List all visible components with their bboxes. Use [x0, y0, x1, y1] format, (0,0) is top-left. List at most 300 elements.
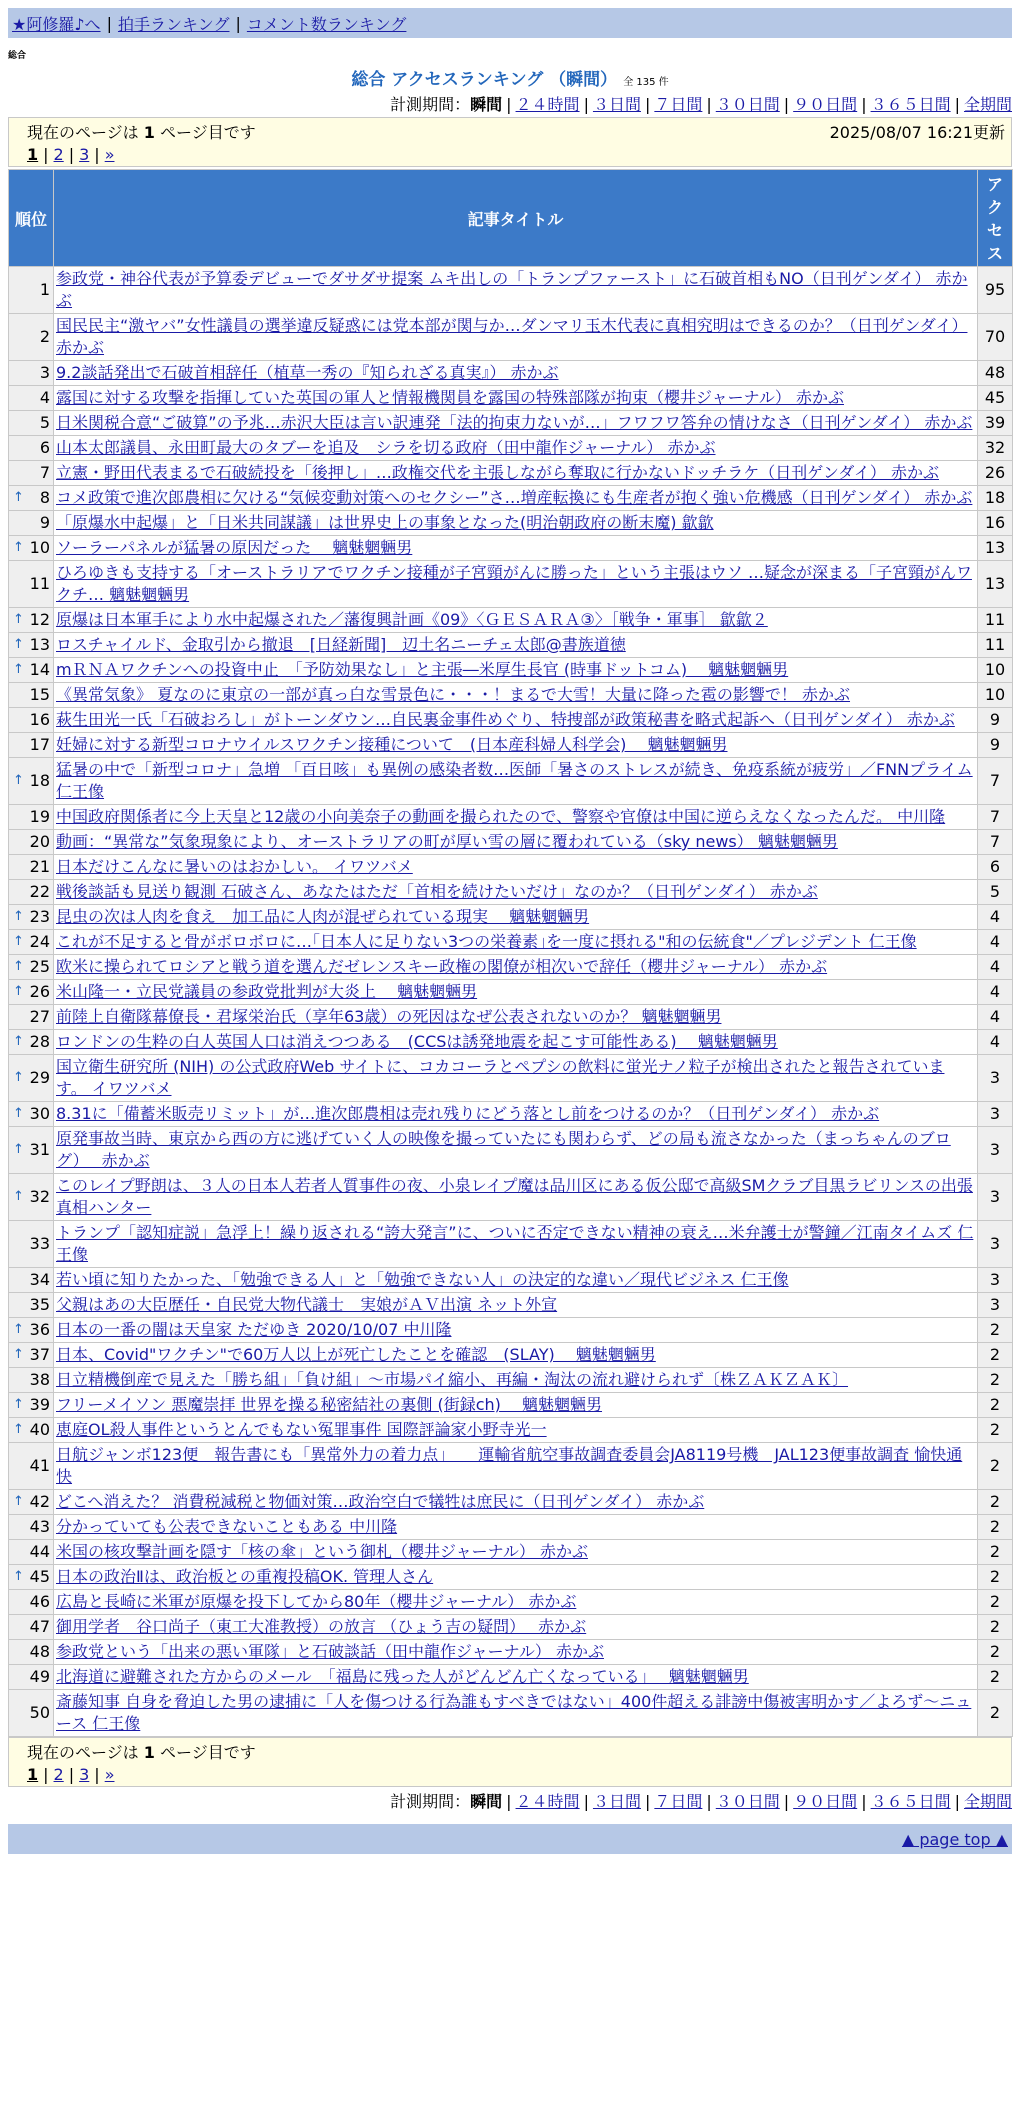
article-title-link[interactable]: ソーラーパネルが猛暑の原因だった 魑魅魍魎男: [56, 538, 413, 557]
table-row: [9, 1665, 1013, 1690]
rank-number: 1: [39, 280, 50, 299]
rank-cell: [9, 314, 54, 361]
rank-number: 39: [29, 1395, 50, 1414]
title-column-header: 記事タイトル: [54, 170, 978, 267]
title-cell: [54, 1055, 978, 1102]
access-count: 3: [978, 1174, 1013, 1221]
page-info-top: [8, 117, 1012, 167]
rank-number: 28: [29, 1032, 50, 1051]
article-title-link[interactable]: 日本だけこんなに暑いのはおかしい。 イワツバメ: [56, 857, 413, 876]
title-cell: [54, 1293, 978, 1318]
rank-number: 24: [29, 932, 50, 951]
title-cell: [54, 1565, 978, 1590]
table-row: [9, 1515, 1013, 1540]
rank-cell: [9, 361, 54, 386]
rank-cell: [9, 1368, 54, 1393]
table-row: [9, 830, 1013, 855]
access-count: 4: [978, 980, 1013, 1005]
rank-number: 4: [39, 388, 50, 407]
period-separator: |: [706, 95, 712, 114]
table-row: [9, 1030, 1013, 1055]
access-count: 2: [978, 1540, 1013, 1565]
pagination-separator: |: [43, 145, 49, 164]
rank-up-icon: ↑: [13, 490, 24, 505]
table-row: [9, 386, 1013, 411]
article-title-link[interactable]: 国立衛生研究所 (NIH) の公式政府Web サイトに、コカコーラとペプシの飲料に蛍光ナノ粒子が検出されたと報告されています。 イワツバメ: [56, 1057, 945, 1098]
article-title-link[interactable]: これが不足すると骨がボロボロに…｢日本人に足りない3つの栄養素｣を一度に摂れる"和の伝統食"／プレジデント 仁王像: [56, 932, 917, 951]
rank-number: 19: [29, 807, 50, 826]
article-title-link[interactable]: 露国に対する攻撃を指揮していた英国の軍人と情報機関員を露国の特殊部隊が拘束（櫻井ジャーナル） 赤かぶ: [56, 388, 844, 407]
rank-number: 8: [39, 488, 50, 507]
article-title-link[interactable]: 北海道に避難された方からのメール 「福島に残った人がどんどん亡くなっている」 魑魅魍魎男: [56, 1667, 749, 1686]
rank-column-header: 順位: [9, 170, 54, 267]
access-count: 4: [978, 955, 1013, 980]
access-count: 5: [978, 880, 1013, 905]
pagination-link[interactable]: 2: [53, 145, 64, 164]
article-title-link[interactable]: 日本、Covid"ワクチン"で60万人以上が死亡したことを確認 (SLAY) 魑魅魍魎男: [56, 1345, 656, 1364]
title-cell: [54, 633, 978, 658]
rank-number: 30: [29, 1104, 50, 1123]
rank-number: 44: [29, 1542, 50, 1561]
access-count: 4: [978, 905, 1013, 930]
period-option[interactable]: 瞬間: [470, 95, 503, 114]
title-cell: [54, 830, 978, 855]
article-title-link[interactable]: 《異常気象》 夏なのに東京の一部が真っ白な雪景色に・・・！まるで大雪！大量に降った雹の影響で！ 赤かぶ: [56, 685, 851, 704]
table-row: [9, 1690, 1013, 1737]
rank-cell: [9, 1318, 54, 1343]
access-count: 4: [978, 930, 1013, 955]
title-cell: [54, 1318, 978, 1343]
article-title-link[interactable]: 日航ジャンボ123便 報告書にも「異常外力の着力点」 運輸省航空事故調査委員会JA8119号機 JAL123便事故調査 愉快通快: [56, 1445, 963, 1486]
table-row: [9, 905, 1013, 930]
rank-number: 29: [29, 1068, 50, 1087]
rank-number: 38: [29, 1370, 50, 1389]
rank-number: 25: [29, 957, 50, 976]
title-cell: [54, 1515, 978, 1540]
table-row: [9, 1268, 1013, 1293]
access-count: 2: [978, 1665, 1013, 1690]
rank-up-icon: ↑: [13, 1322, 24, 1337]
rank-up-icon: ↑: [13, 909, 24, 924]
article-title-link[interactable]: 国民民主“激ヤバ”女性議員の選挙違反疑惑には党本部が関与か…ダンマリ玉木代表に真相究明はできるのか？（日刊ゲンダイ） 赤かぶ: [56, 316, 968, 357]
article-title-link[interactable]: 参政党・神谷代表が予算委デビューでダサダサ提案 ムキ出しの「トランプファースト」に石破首相もNO（日刊ゲンダイ） 赤かぶ: [56, 269, 968, 310]
access-count: 2: [978, 1690, 1013, 1737]
rank-number: 40: [29, 1420, 50, 1439]
table-row: [9, 486, 1013, 511]
rank-up-icon: ↑: [13, 1189, 24, 1204]
period-option[interactable]: 全期間: [963, 95, 1012, 114]
article-title-link[interactable]: 前陸上自衛隊幕僚長・君塚栄治氏（享年63歳）の死因はなぜ公表されないのか？ 魑魅魍魎男: [56, 1007, 722, 1026]
table-row: [9, 267, 1013, 314]
table-row: [9, 855, 1013, 880]
title-cell: [54, 1368, 978, 1393]
article-title-link[interactable]: 父親はあの大臣歴任・自民党大物代議士 実娘がＡＶ出演 ネット外宣: [56, 1295, 558, 1314]
article-title-link[interactable]: 立憲・野田代表まるで石破続投を「後押し」…政権交代を主張しながら奪取に行かないドッチラケ（日刊ゲンダイ） 赤かぶ: [56, 463, 940, 482]
access-count: 2: [978, 1368, 1013, 1393]
title-cell: [54, 1102, 978, 1127]
article-title-link[interactable]: 米山隆一・立民党議員の参政党批判が大炎上 魑魅魍魎男: [56, 982, 478, 1001]
pagination-separator: |: [94, 145, 100, 164]
rank-up-icon: ↑: [13, 1569, 24, 1584]
article-title-link[interactable]: 動画：“異常な”気象現象により、オーストラリアの町が厚い雪の層に覆われている（sky news） 魑魅魍魎男: [56, 832, 838, 851]
period-separator: |: [583, 95, 589, 114]
rank-number: 15: [29, 685, 50, 704]
table-row: [9, 1055, 1013, 1102]
period-option[interactable]: 全期間: [963, 1792, 1012, 1811]
rank-cell: [9, 267, 54, 314]
article-title-link[interactable]: 妊婦に対する新型コロナウイルスワクチン接種について (日本産科婦人科学会) 魑魅魍魎男: [56, 735, 728, 754]
table-row: [9, 1343, 1013, 1368]
table-row: [9, 1174, 1013, 1221]
current-page-text: 現在のページは 1 ページ目です: [27, 1743, 256, 1762]
rank-cell: [9, 1005, 54, 1030]
page-info-bottom: [8, 1737, 1012, 1787]
pagination-link[interactable]: 1: [27, 145, 39, 164]
rank-cell: [9, 1690, 54, 1737]
article-title-link[interactable]: 若い頃に知りたかった、「勉強できる人」と「勉強できない人」の決定的な違い／現代ビジネス 仁王像: [56, 1270, 789, 1289]
rank-up-icon: ↑: [13, 959, 24, 974]
rank-cell: [9, 905, 54, 930]
title-cell: [54, 411, 978, 436]
rank-up-icon: ↑: [13, 1347, 24, 1362]
rank-cell: [9, 1102, 54, 1127]
rank-cell: [9, 930, 54, 955]
article-title-link[interactable]: 日本の一番の闇は天皇家 ただゆき 2020/10/07 中川隆: [56, 1320, 452, 1339]
rank-number: 10: [29, 538, 50, 557]
period-option[interactable]: ３６５日間: [870, 95, 951, 114]
table-row: [9, 930, 1013, 955]
article-title-link[interactable]: 欧米に操られてロシアと戦う道を選んだゼレンスキー政権の閣僚が相次いで辞任（櫻井ジャーナル） 赤かぶ: [56, 957, 828, 976]
access-count: 10: [978, 658, 1013, 683]
title-cell: [54, 1174, 978, 1221]
rank-cell: [9, 1640, 54, 1665]
article-title-link[interactable]: 斎藤知事 自身を脅迫した男の逮捕に「人を傷つける行為誰もすべきではない」400件超える誹謗中傷被害明かす／よろず～ニュース 仁王像: [56, 1692, 972, 1733]
period-option[interactable]: ７日間: [654, 1792, 703, 1811]
rank-cell: [9, 386, 54, 411]
table-row: [9, 1221, 1013, 1268]
access-count: 3: [978, 1055, 1013, 1102]
title-cell: [54, 1030, 978, 1055]
table-row: [9, 1293, 1013, 1318]
access-count: 48: [978, 361, 1013, 386]
title-cell: [54, 536, 978, 561]
access-count: 13: [978, 561, 1013, 608]
article-title-link[interactable]: 8.31に「備蓄米販売リミット」が…進次郎農相は売れ残りにどう落とし前をつけるのか？（日刊ゲンダイ） 赤かぶ: [56, 1104, 880, 1123]
period-label: 計測期間：: [390, 95, 471, 114]
period-option[interactable]: ３０日間: [715, 1792, 780, 1811]
access-count: 13: [978, 536, 1013, 561]
rank-number: 47: [29, 1617, 50, 1636]
rank-number: 27: [29, 1007, 50, 1026]
article-title-link[interactable]: このレイプ野朗は、３人の日本人若者人質事件の夜、小泉レイプ魔は品川区にある仮公邸で高級SMクラブ目黒ラビリンスの出張 真相ハンター: [56, 1176, 973, 1217]
access-count: 3: [978, 1268, 1013, 1293]
period-separator: |: [861, 95, 867, 114]
article-title-link[interactable]: mＲＮＡワクチンへの投資中止 「予防効果なし」と主張―米厚生長官 (時事ドットコム) 魑魅魍魎男: [56, 660, 789, 679]
rank-number: 32: [29, 1187, 50, 1206]
pagination-link[interactable]: 2: [53, 1765, 64, 1784]
pagination-link[interactable]: 3: [79, 1765, 90, 1784]
rank-up-icon: ↑: [13, 1494, 24, 1509]
access-count: 4: [978, 1030, 1013, 1055]
article-title-link[interactable]: ロンドンの生粋の白人英国人口は消えつつある (CCSは誘発地震を起こす可能性ある) 魑魅魍魎男: [56, 1032, 778, 1051]
period-option[interactable]: ３日間: [592, 1792, 641, 1811]
access-count: 2: [978, 1418, 1013, 1443]
pagination-link[interactable]: »: [104, 1765, 115, 1784]
rank-cell: [9, 461, 54, 486]
pagination-separator: |: [68, 1765, 75, 1784]
comment-ranking-link[interactable]: コメント数ランキング: [246, 14, 407, 34]
article-title-link[interactable]: 昆虫の次は人肉を食え 加工品に人肉が混ぜられている現実 魑魅魍魎男: [56, 907, 590, 926]
access-count: 9: [978, 708, 1013, 733]
title-cell: [54, 1127, 978, 1174]
table-row: [9, 1590, 1013, 1615]
table-row: [9, 708, 1013, 733]
pagination-link[interactable]: 1: [27, 1765, 39, 1784]
article-title-link[interactable]: 「原爆水中起爆」と「日米共同謀議」は世界史上の事象となった(明治朝政府の断末魔) 歙歙: [56, 513, 714, 532]
access-count: 2: [978, 1490, 1013, 1515]
pagination-separator: |: [43, 1765, 49, 1784]
title-cell: [54, 1665, 978, 1690]
period-separator: |: [706, 1792, 712, 1811]
table-row: [9, 758, 1013, 805]
title-cell: [54, 905, 978, 930]
article-title-link[interactable]: どこへ消えた？ 消費税減税と物価対策…政治空白で犠牲は庶民に（日刊ゲンダイ） 赤かぶ: [56, 1492, 705, 1511]
rank-up-icon: ↑: [13, 662, 24, 677]
article-title-link[interactable]: 中国政府関係者に今上天皇と12歳の小向美奈子の動画を撮られたので、警察や官僚は中国に逆らえなくなったんだ。 中川隆: [56, 807, 946, 826]
rank-number: 35: [29, 1295, 50, 1314]
title-cell: [54, 1343, 978, 1368]
title-cell: [54, 658, 978, 683]
article-title-link[interactable]: トランプ「認知症説」急浮上！繰り返される“誇大発言”に、ついに否定できない精神の衰え…米弁護士が警鐘／江南タイムズ 仁王像: [56, 1223, 974, 1264]
title-cell: [54, 708, 978, 733]
rank-cell: [9, 708, 54, 733]
rank-number: 2: [39, 327, 50, 346]
title-cell: [54, 1221, 978, 1268]
rank-up-icon: ↑: [13, 1142, 24, 1157]
rank-cell: [9, 486, 54, 511]
rank-cell: [9, 1665, 54, 1690]
access-count: 2: [978, 1443, 1013, 1490]
title-cell: [54, 1490, 978, 1515]
current-page-text: 現在のページは 1 ページ目です: [27, 123, 256, 142]
home-link[interactable]: ★阿修羅♪へ: [12, 14, 101, 34]
article-title-link[interactable]: 米国の核攻撃計画を隠す「核の傘」という御札（櫻井ジャーナル） 赤かぶ: [56, 1542, 588, 1561]
article-title-link[interactable]: 山本太郎議員、永田町最大のタブーを追及 シラを切る政府（田中龍作ジャーナル） 赤かぶ: [56, 438, 716, 457]
period-separator: |: [506, 95, 512, 114]
period-option[interactable]: ９０日間: [793, 95, 858, 114]
title-cell: [54, 361, 978, 386]
article-title-link[interactable]: 戦後談話も見送り観測 石破さん、あなたはただ「首相を続けたいだけ」なのか？（日刊ゲンダイ） 赤かぶ: [56, 882, 818, 901]
table-row: [9, 314, 1013, 361]
rank-cell: [9, 955, 54, 980]
rank-up-icon: ↑: [13, 1397, 24, 1412]
rank-cell: [9, 1490, 54, 1515]
rank-cell: [9, 1055, 54, 1102]
rank-cell: [9, 511, 54, 536]
rank-cell: [9, 536, 54, 561]
access-count: 11: [978, 633, 1013, 658]
title-cell: [54, 1268, 978, 1293]
article-title-link[interactable]: 日米関税合意“ご破算”の予兆…赤沢大臣は言い訳連発「法的拘束力ないが…」フワフワ答弁の情けなさ（日刊ゲンダイ） 赤かぶ: [56, 413, 973, 432]
title-cell: [54, 855, 978, 880]
article-title-link[interactable]: コメ政策で進次郎農相に欠ける“気候変動対策へのセクシー”さ…増産転換にも生産者が抱く強い危機感（日刊ゲンダイ） 赤かぶ: [56, 488, 973, 507]
clap-ranking-link[interactable]: 拍手ランキング: [117, 14, 230, 34]
article-title-link[interactable]: 原発事故当時、東京から西の方に逃げていく人の映像を撮っていたにも関わらず、どの局も流さなかった（まっちゃんのブログ） 赤かぶ: [56, 1129, 951, 1170]
article-title-link[interactable]: 萩生田光一氏「石破おろし」がトーンダウン…自民裏金事件めぐり、特捜部が政策秘書を略式起訴へ（日刊ゲンダイ） 赤かぶ: [56, 710, 955, 729]
access-count: 3: [978, 1102, 1013, 1127]
period-separator: |: [583, 1792, 589, 1811]
rank-up-icon: ↑: [13, 612, 24, 627]
article-title-link[interactable]: 9.2談話発出で石破首相辞任（植草一秀の『知られざる真実』） 赤かぶ: [56, 363, 559, 382]
table-row: [9, 805, 1013, 830]
section-label: 総合: [8, 51, 27, 61]
rank-number: 14: [29, 660, 50, 679]
page-top-link[interactable]: ▲ page top ▲: [901, 1829, 1008, 1849]
period-option[interactable]: ２４時間: [515, 95, 580, 114]
period-separator: |: [861, 1792, 867, 1811]
article-title-link[interactable]: 参政党という「出来の悪い軍隊」と石破談話（田中龍作ジャーナル） 赤かぶ: [56, 1642, 604, 1661]
period-option[interactable]: ９０日間: [793, 1792, 858, 1811]
period-selector-bottom: [8, 1789, 1012, 1812]
period-separator: |: [506, 1792, 512, 1811]
article-title-link[interactable]: 御用学者 谷口尚子（東工大准教授）の放言 （ひょう吉の疑問） 赤かぶ: [56, 1617, 587, 1636]
ranking-table: [8, 169, 1013, 1737]
period-separator: |: [644, 95, 651, 114]
table-row: [9, 683, 1013, 708]
table-row: [9, 1127, 1013, 1174]
title-cell: [54, 683, 978, 708]
rank-number: 23: [29, 907, 50, 926]
nav-separator: |: [106, 13, 112, 33]
period-selector-top: [8, 92, 1012, 115]
pagination-link[interactable]: 3: [79, 145, 90, 164]
article-title-link[interactable]: 恵庭OL殺人事件というとんでもない冤罪事件 国際評論家小野寺光一: [56, 1420, 547, 1439]
rank-number: 41: [29, 1456, 50, 1475]
title-cell: [54, 436, 978, 461]
title-cell: [54, 1418, 978, 1443]
table-row: [9, 561, 1013, 608]
top-nav-bar: [8, 8, 1012, 38]
rank-cell: [9, 608, 54, 633]
period-option[interactable]: ３０日間: [715, 95, 780, 114]
access-count: 2: [978, 1590, 1013, 1615]
rank-up-icon: ↑: [13, 984, 24, 999]
rank-number: 13: [29, 635, 50, 654]
article-title-link[interactable]: ロスチャイルド、金取引から撤退 [日経新聞] 辺土名ニーチェ太郎@書族道徳: [56, 635, 626, 654]
article-title-link[interactable]: 日立精機倒産で見えた「勝ち組」「負け組」～市場パイ縮小、再編・淘汰の流れ避けられず〔株ＺＡＫＺＡＫ〕: [56, 1370, 849, 1389]
rank-number: 48: [29, 1642, 50, 1661]
article-title-link[interactable]: ひろゆきも支持する「オーストラリアでワクチン接種が子宮頸がんに勝った」という主張はウソ …疑念が深まる「子宮頸がんワクチ… 魑魅魍魎男: [56, 563, 972, 604]
access-count: 26: [978, 461, 1013, 486]
article-title-link[interactable]: 原爆は日本軍手により水中起爆された／藩復興計画《09》〈ＧＥＳＡＲＡ③〉［戦争・軍事］ 歙歙２: [56, 610, 768, 629]
article-title-link[interactable]: 日本の政治Ⅱは、政治板との重複投稿OK. 管理人さん: [56, 1567, 434, 1586]
rank-up-icon: ↑: [13, 1034, 24, 1049]
rank-cell: [9, 805, 54, 830]
rank-number: 11: [29, 574, 50, 593]
access-count: 45: [978, 386, 1013, 411]
table-row: [9, 658, 1013, 683]
rank-cell: [9, 758, 54, 805]
access-count: 70: [978, 314, 1013, 361]
access-count: 9: [978, 733, 1013, 758]
rank-number: 18: [29, 771, 50, 790]
rank-cell: [9, 1030, 54, 1055]
table-row: [9, 880, 1013, 905]
period-option[interactable]: ３日間: [592, 95, 641, 114]
title-cell: [54, 608, 978, 633]
rank-number: 33: [29, 1234, 50, 1253]
rank-up-icon: ↑: [13, 1070, 24, 1085]
period-option[interactable]: ７日間: [654, 95, 703, 114]
title-cell: [54, 1690, 978, 1737]
access-count: 11: [978, 608, 1013, 633]
article-title-link[interactable]: 広島と長崎に米軍が原爆を投下してから80年（櫻井ジャーナル） 赤かぶ: [56, 1592, 577, 1611]
period-option[interactable]: 瞬間: [470, 1792, 503, 1811]
rank-cell: [9, 1515, 54, 1540]
article-title-link[interactable]: 猛暑の中で「新型コロナ」急増 「百日咳」も異例の感染者数…医師「暑さのストレスが続き、免疫系統が疲労」／FNNプライム 仁王像: [56, 760, 973, 801]
rank-cell: [9, 980, 54, 1005]
access-count: 32: [978, 436, 1013, 461]
table-row: [9, 980, 1013, 1005]
rank-cell: [9, 658, 54, 683]
period-separator: |: [783, 1792, 790, 1811]
pagination-link[interactable]: »: [104, 145, 115, 164]
period-option[interactable]: ３６５日間: [870, 1792, 951, 1811]
rank-number: 5: [39, 413, 50, 432]
pagination-separator: |: [68, 145, 75, 164]
rank-cell: [9, 880, 54, 905]
article-title-link[interactable]: フリーメイソン 悪魔崇拝 世界を操る秘密結社の裏側 (街録ch) 魑魅魍魎男: [56, 1395, 603, 1414]
title-cell: [54, 267, 978, 314]
rank-number: 37: [29, 1345, 50, 1364]
access-count: 2: [978, 1615, 1013, 1640]
rank-number: 49: [29, 1667, 50, 1686]
title-cell: [54, 561, 978, 608]
pagination-separator: |: [94, 1765, 100, 1784]
rank-cell: [9, 1443, 54, 1490]
rank-up-icon: ↑: [13, 1106, 24, 1121]
rank-number: 12: [29, 610, 50, 629]
access-count: 2: [978, 1515, 1013, 1540]
access-count: 6: [978, 855, 1013, 880]
pagination-top: [27, 145, 1005, 164]
rank-number: 31: [29, 1140, 50, 1159]
rank-cell: [9, 830, 54, 855]
table-row: [9, 1540, 1013, 1565]
table-row: [9, 633, 1013, 658]
access-count: 2: [978, 1640, 1013, 1665]
access-count: 7: [978, 805, 1013, 830]
access-count: 39: [978, 411, 1013, 436]
rank-number: 34: [29, 1270, 50, 1289]
rank-cell: [9, 1540, 54, 1565]
access-count: 10: [978, 683, 1013, 708]
rank-number: 26: [29, 982, 50, 1001]
rank-number: 20: [29, 832, 50, 851]
title-cell: [54, 1443, 978, 1490]
table-row: [9, 461, 1013, 486]
period-option[interactable]: ２４時間: [515, 1792, 580, 1811]
title-cell: [54, 1590, 978, 1615]
access-count: 18: [978, 486, 1013, 511]
rank-number: 9: [39, 513, 50, 532]
title-cell: [54, 955, 978, 980]
access-count: 3: [978, 1293, 1013, 1318]
rank-cell: [9, 561, 54, 608]
table-row: [9, 1393, 1013, 1418]
period-label: 計測期間：: [390, 1792, 471, 1811]
article-title-link[interactable]: 分かっていても公表できないこともある 中川隆: [56, 1517, 398, 1536]
